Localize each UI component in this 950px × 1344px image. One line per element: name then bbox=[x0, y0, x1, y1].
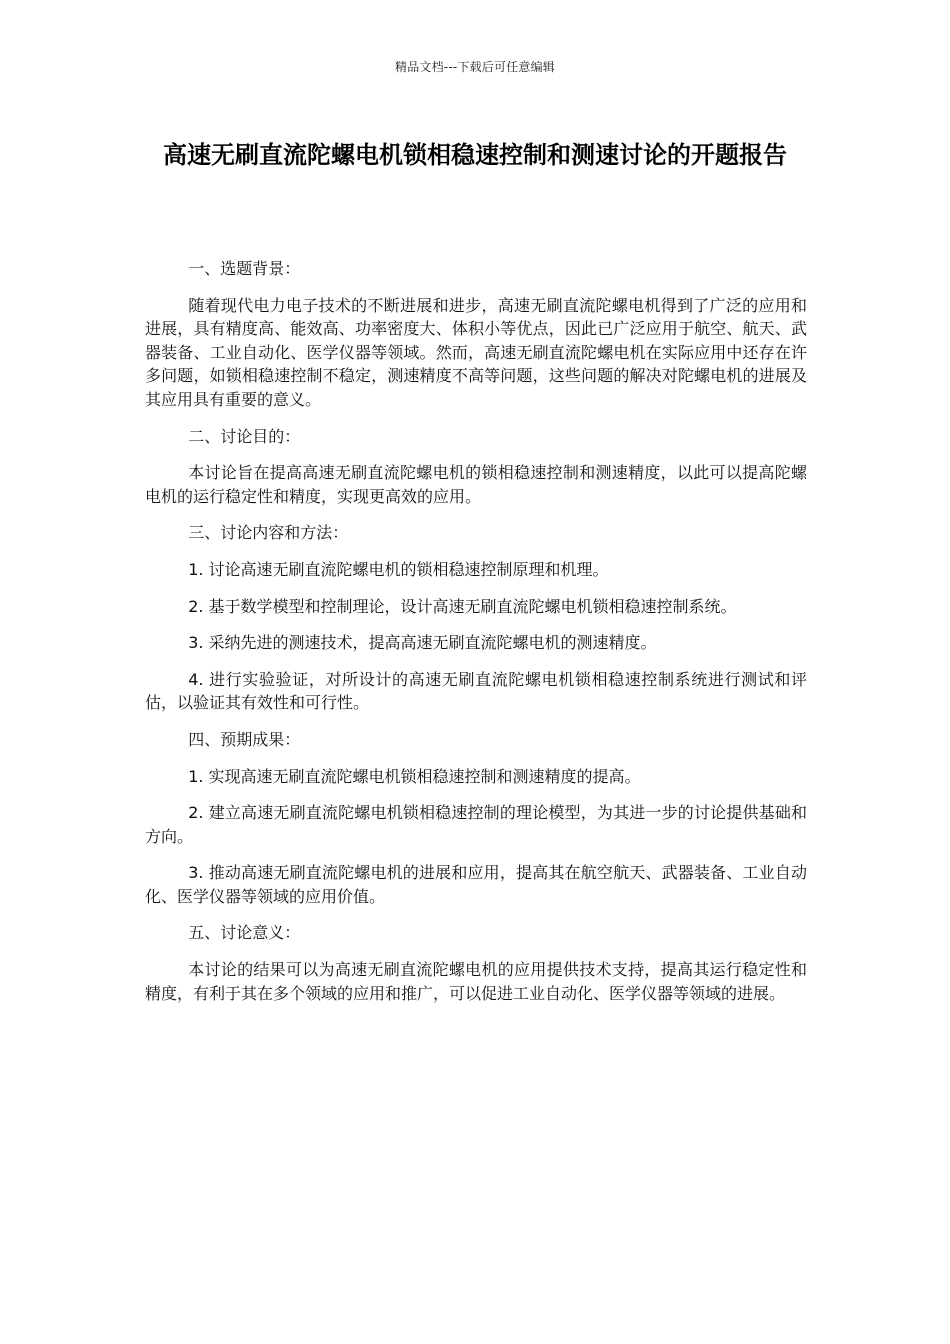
header-note: 精品文档---下载后可任意编辑 bbox=[395, 60, 555, 74]
background-paragraph: 随着现代电力电子技术的不断进展和进步，高速无刷直流陀螺电机得到了广泛的应用和进展，具有精度高、能效高、功率密度大、体积小等优点，因此已广泛应用于航空、航天、武器装备、工业自动化、医学仪器等领域。然而，高速无刷直流陀螺电机在实际应用中还存在许多问题，如锁相稳速控制不稳定，测速精度不高等问题，这些问题的解决对陀螺电机的进展及其应用具有重要的意义。 bbox=[145, 295, 807, 409]
purpose-paragraph: 本讨论旨在提高高速无刷直流陀螺电机的锁相稳速控制和测速精度，以此可以提高陀螺电机的运行稳定性和精度，实现更高效的应用。 bbox=[145, 463, 807, 506]
document-title: 高速无刷直流陀螺电机锁相稳速控制和测速讨论的开题报告 bbox=[163, 141, 787, 169]
section-heading-expected-results: 四、预期成果： bbox=[188, 729, 301, 749]
document-body bbox=[145, 257, 807, 1018]
section-heading-background: 一、选题背景： bbox=[188, 259, 301, 278]
content-item-2: 2. 基于数学模型和控制理论，设计高速无刷直流陀螺电机锁相稳速控制系统。 bbox=[188, 596, 737, 616]
result-item-2: 2. 建立高速无刷直流陀螺电机锁相稳速控制的理论模型，为其进一步的讨论提供基础和方向。 bbox=[145, 803, 807, 846]
section-heading-significance: 五、讨论意义： bbox=[188, 923, 301, 943]
section-heading-content-methods: 三、讨论内容和方法： bbox=[188, 523, 349, 543]
result-item-1: 1. 实现高速无刷直流陀螺电机锁相稳速控制和测速精度的提高。 bbox=[188, 766, 641, 786]
content-item-1: 1. 讨论高速无刷直流陀螺电机的锁相稳速控制原理和机理。 bbox=[188, 559, 609, 579]
content-item-4: 4. 进行实验验证，对所设计的高速无刷直流陀螺电机锁相稳速控制系统进行测试和评估，以验证其有效性和可行性。 bbox=[145, 669, 807, 713]
content-item-3: 3. 采纳先进的测速技术，提高高速无刷直流陀螺电机的测速精度。 bbox=[188, 633, 657, 653]
significance-paragraph: 本讨论的结果可以为高速无刷直流陀螺电机的应用提供技术支持，提高其运行稳定性和精度，有利于其在多个领域的应用和推广，可以促进工业自动化、医学仪器等领域的进展。 bbox=[145, 960, 807, 1003]
result-item-3: 3. 推动高速无刷直流陀螺电机的进展和应用，提高其在航空航天、武器装备、工业自动化、医学仪器等领域的应用价值。 bbox=[145, 863, 807, 906]
section-heading-purpose: 二、讨论目的： bbox=[188, 426, 301, 446]
